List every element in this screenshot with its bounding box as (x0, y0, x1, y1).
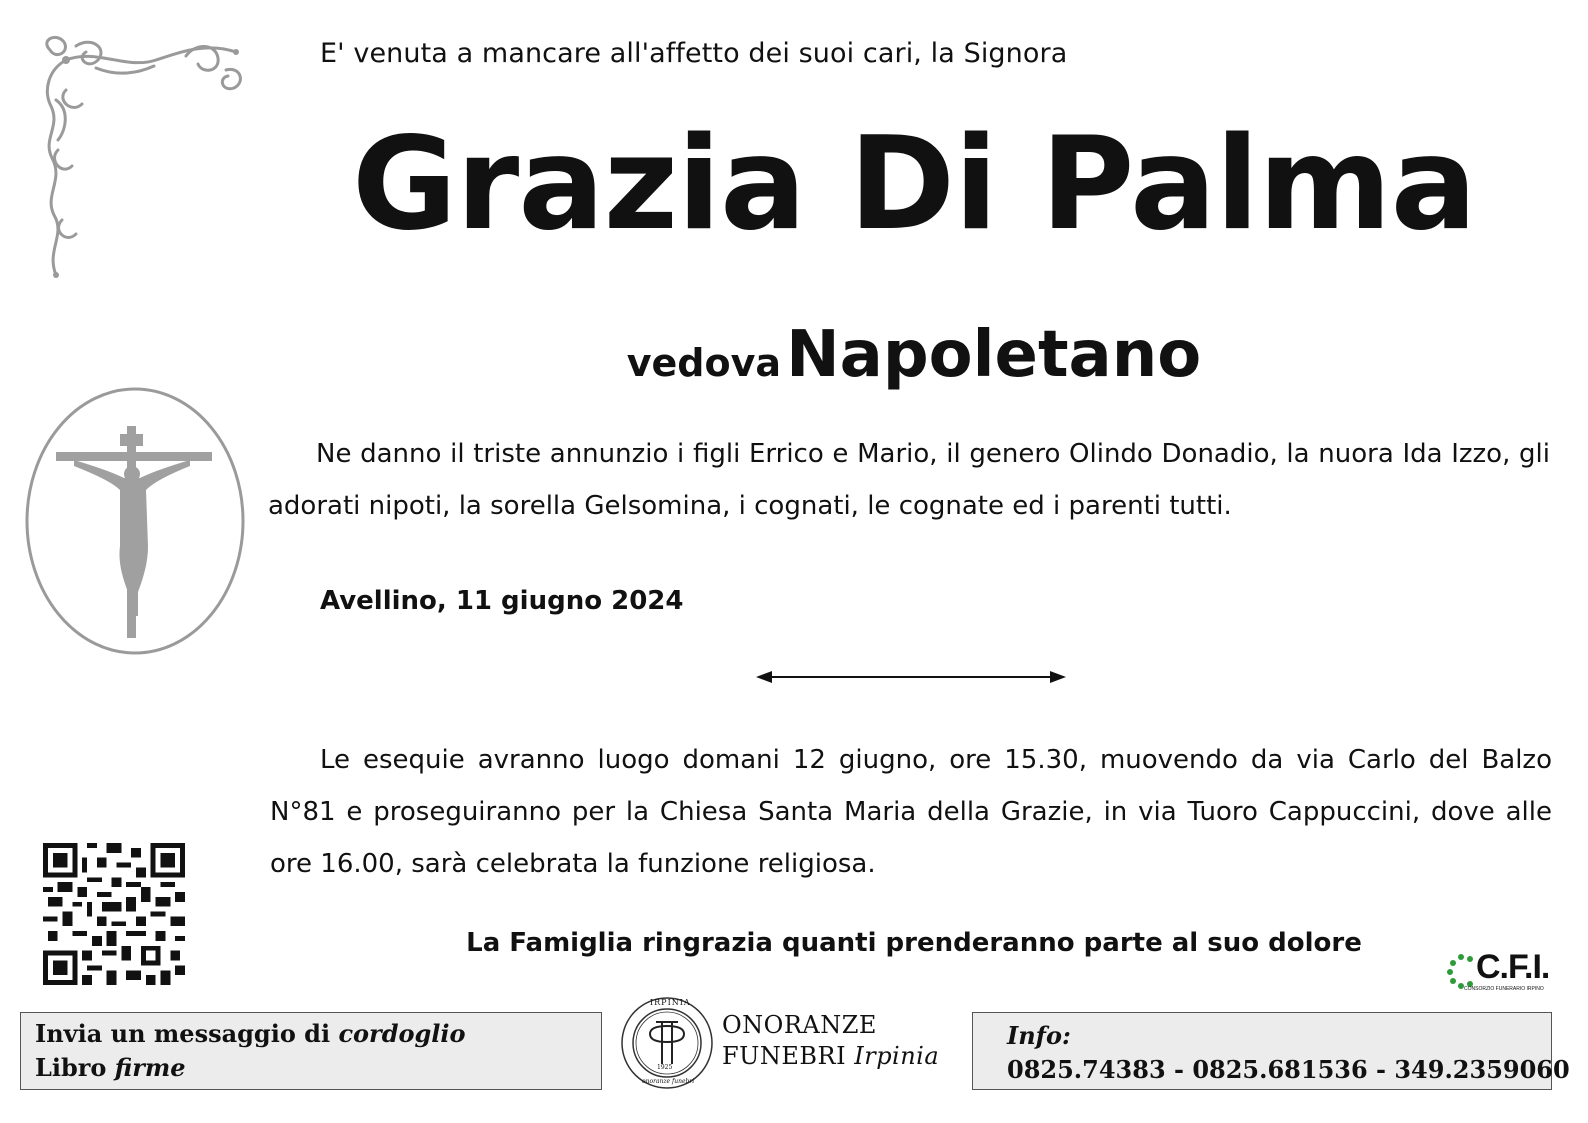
agency-seal (620, 996, 714, 1090)
seal-top-text: IRPINIA (650, 998, 691, 1007)
cfi-logo (1442, 950, 1560, 996)
agency-line1: ONORANZE (722, 1011, 877, 1039)
widow-label: vedova (626, 341, 781, 385)
seal-year-text: 1925 (657, 1064, 673, 1071)
agency-name (722, 1010, 939, 1072)
condolence-box[interactable] (20, 1012, 602, 1090)
qr-code-icon[interactable] (40, 843, 188, 985)
agency-line2 (722, 1041, 939, 1072)
agency-seal-icon (620, 996, 714, 1090)
deceased-name: Grazia Di Palma (352, 110, 1476, 259)
seal-bottom-text: onoranze funebri (642, 1078, 695, 1085)
funeral-info-paragraph: Le esequie avranno luogo domani 12 giugno, ore 15.30, muovendo da via Carlo del Balzo N°81 e proseguiranno per la Chiesa Santa Maria della Grazie, in via Tuoro Cappuccini, dove alle ore 16.00, sarà celebrata la funzione religiosa. (270, 745, 1552, 879)
guestbook-prefix: Libro (35, 1053, 107, 1082)
condolence-prefix: Invia un messaggio di (35, 1019, 331, 1048)
info-box (972, 1012, 1570, 1090)
cfi-text: C.F.I. (1476, 948, 1550, 986)
widow-line (0, 318, 1588, 392)
condolence-italic: cordoglio (338, 1019, 466, 1048)
guestbook-italic: firme (114, 1053, 186, 1082)
agency-line2-prefix: FUNEBRI (722, 1042, 847, 1070)
agency-line2-italic: Irpinia (854, 1042, 940, 1070)
announcement-paragraph: Ne danno il triste annunzio i figli Errico e Mario, il genero Olindo Donadio, la nuora Ida Izzo, gli adorati nipoti, la sorella Gelsomina, i cognati, le cognate ed i parenti tutti. (268, 439, 1550, 521)
thanks-text: La Famiglia ringrazia quanti prenderanno parte al suo dolore (466, 928, 1362, 958)
widow-surname: Napoletano (786, 318, 1202, 392)
place-date: Avellino, 11 giugno 2024 (320, 586, 684, 616)
crucifix-icon (24, 386, 246, 656)
cfi-subtitle: CONSORZIO FUNERARIO IRPINO (1464, 986, 1544, 992)
double-arrow-divider-icon (756, 668, 1066, 686)
intro-text: E' venuta a mancare all'affetto dei suoi cari, la Signora (320, 38, 1068, 69)
info-label: Info: (1007, 1021, 1071, 1050)
info-phones[interactable]: 0825.74383 - 0825.681536 - 349.2359060 (1007, 1055, 1570, 1084)
condolence-message-link[interactable] (35, 1017, 587, 1051)
guestbook-link[interactable] (35, 1051, 587, 1085)
